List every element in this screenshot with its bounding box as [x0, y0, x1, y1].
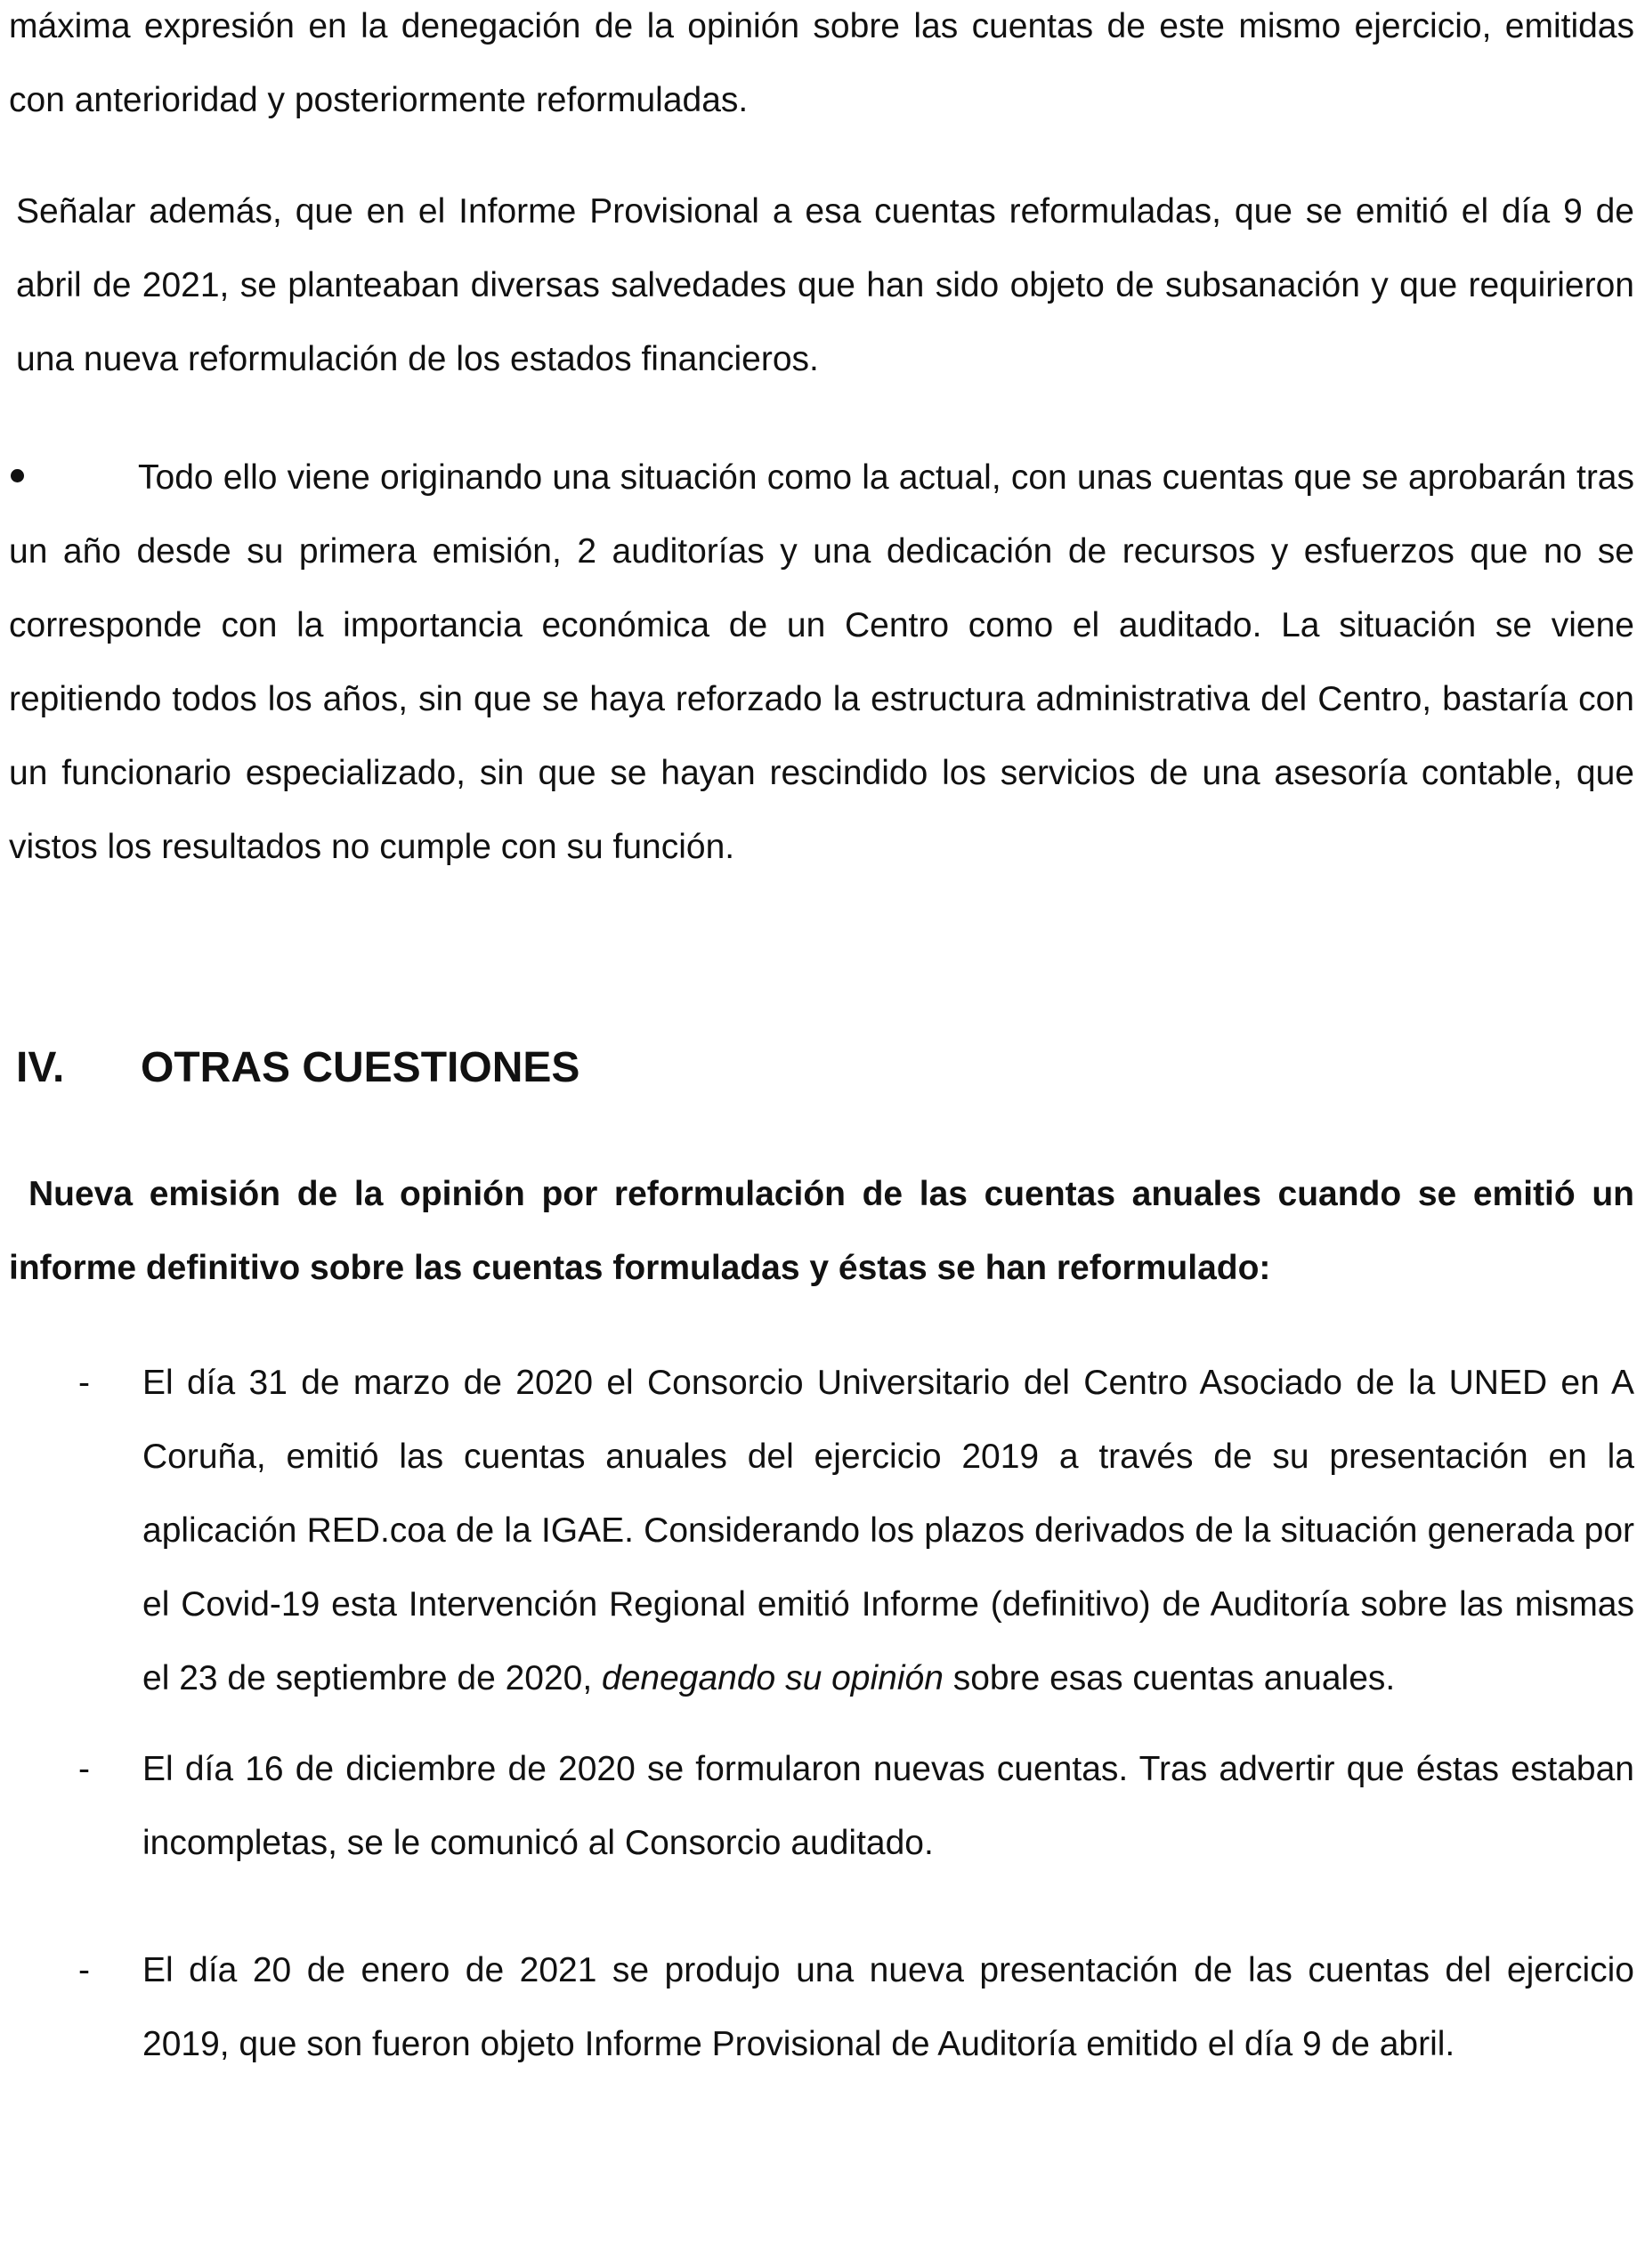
list-item: [9, 1933, 1634, 2081]
list-item-text-part1: El día 31 de marzo de 2020 el Consorcio Universitario del Centro Asociado de la UNED en A Coruña, emitió las cuentas anuales del ejercicio 2019 a través de su presentación en la aplicación RED.coa de la IGAE. Considerando los plazos derivados de la situación generada por el Covid-19 esta Intervención Regional emitió Informe (definitivo) de Auditoría sobre las mismas el 23 de septiembre de 2020,: [142, 1364, 1634, 1697]
list-item: [9, 1346, 1634, 1715]
section-number: IV.: [16, 1044, 65, 1091]
dash-marker: -: [78, 1750, 90, 1788]
section-heading: [16, 1041, 579, 1095]
bullet-paragraph: [9, 441, 1634, 884]
subheading: Nueva emisión de la opinión por reformulación de las cuentas anuales cuando se emitió un informe definitivo sobre las cuentas formuladas y éstas se han reformulado:: [9, 1175, 1634, 1287]
dash-marker: -: [78, 1364, 90, 1402]
list-item-text: El día 16 de diciembre de 2020 se formularon nuevas cuentas. Tras advertir que éstas estaban incompletas, se le comunicó al Consorcio auditado.: [142, 1750, 1634, 1862]
section-title: OTRAS CUESTIONES: [141, 1044, 580, 1091]
paragraph-opinion-denial: máxima expresión en la denegación de la opinión sobre las cuentas de este mismo ejercicio, emitidas con anterioridad y posteriormente reformuladas.: [9, 7, 1634, 119]
dash-marker: -: [78, 1951, 90, 1989]
list-item: [9, 1732, 1634, 1880]
paragraph-provisional-report: Señalar además, que en el Informe Provisional a esa cuentas reformuladas, que se emitió el día 9 de abril de 2021, se planteaban diversas salvedades que han sido objeto de subsanación y que requirieron una nueva reformulación de los estados financieros.: [16, 192, 1634, 378]
list-item-text-part2: sobre esas cuentas anuales.: [943, 1659, 1396, 1697]
list-item-emphasis: denegando su opinión: [602, 1659, 944, 1697]
bullet-paragraph-text: Todo ello viene originando una situación como la actual, con unas cuentas que se aprobarán tras un año desde su primera emisión, 2 auditorías y una dedicación de recursos y esfuerzos que no se corresponde con la importancia económica de un Centro como el auditado. La situación se viene repitiendo todos los años, sin que se haya reforzado la estructura administrativa del Centro, bastaría con un funcionario especializado, sin que se hayan rescindido los servicios de una asesoría contable, que vistos los resultados no cumple con su función.: [9, 458, 1634, 866]
list-item-text: El día 20 de enero de 2021 se produjo una nueva presentación de las cuentas del ejercicio 2019, que son fueron objeto Informe Provisional de Auditoría emitido el día 9 de abril.: [142, 1951, 1634, 2063]
